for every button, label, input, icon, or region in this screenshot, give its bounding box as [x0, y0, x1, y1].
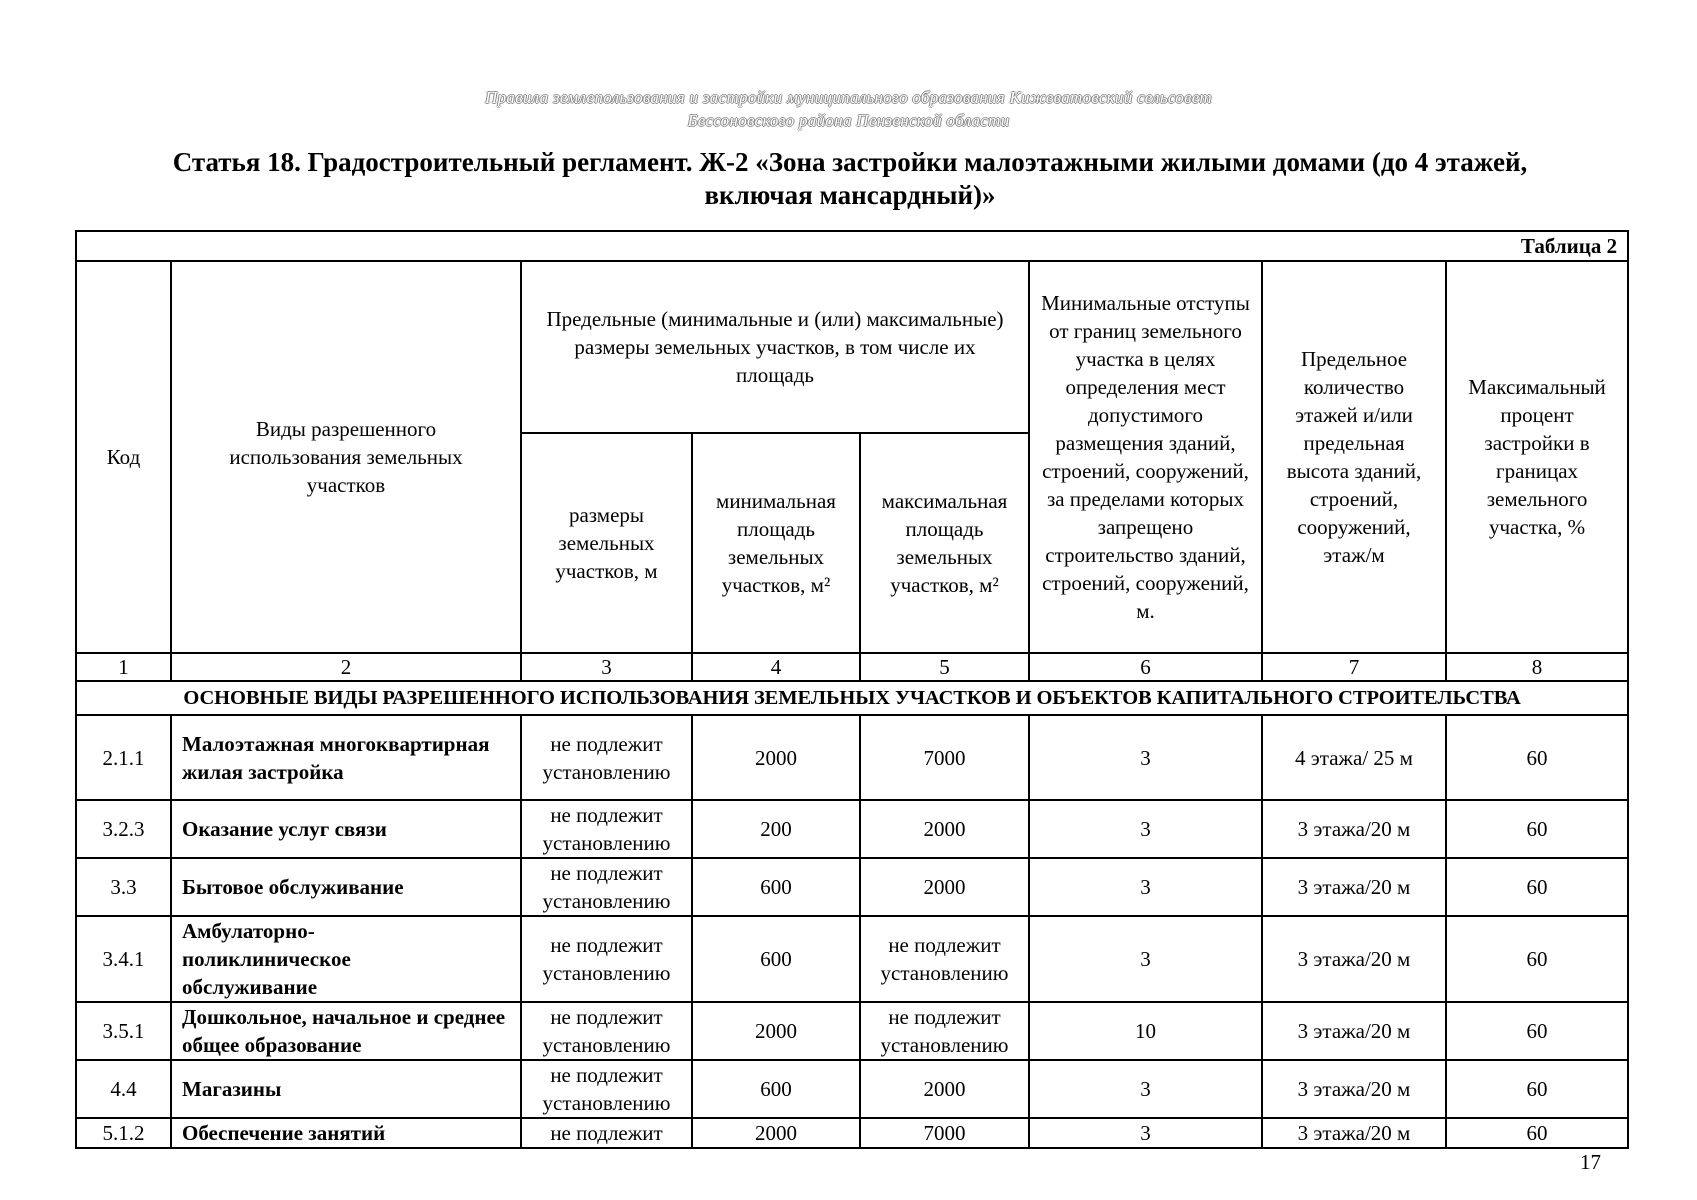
cell-floors: 3 этажа/20 м	[1262, 916, 1446, 1002]
header-plot-sizes: размеры земельных участков, м	[521, 433, 692, 653]
cell-code: 3.5.1	[76, 1002, 171, 1060]
cell-max-area: не подлежит установлению	[860, 916, 1029, 1002]
cell-coverage: 60	[1446, 858, 1628, 916]
page-title-line-1: Статья 18. Градостроительный регламент. Ж-2 «Зона застройки малоэтажными жилыми домами (до 4 этажей,	[172, 147, 1528, 177]
section-title: ОСНОВНЫЕ ВИДЫ РАЗРЕШЕННОГО ИСПОЛЬЗОВАНИЯ ЗЕМЕЛЬНЫХ УЧАСТКОВ И ОБЪЕКТОВ КАПИТАЛЬНОГО СТРОИТЕЛЬСТВА	[76, 681, 1628, 715]
table-caption: Таблица 2	[76, 231, 1628, 261]
cell-setback: 10	[1029, 1002, 1262, 1060]
cell-floors: 3 этажа/20 м	[1262, 1002, 1446, 1060]
cell-setback: 3	[1029, 800, 1262, 858]
header-plot-limits: Предельные (минимальные и (или) максимальные) размеры земельных участков, в том числе их площадь	[521, 261, 1029, 433]
column-number: 1	[76, 653, 171, 681]
cell-floors: 3 этажа/20 м	[1262, 1118, 1446, 1148]
cell-coverage: 60	[1446, 1002, 1628, 1060]
cell-coverage: 60	[1446, 800, 1628, 858]
running-header-line-1: Правила землепользования и застройки муниципального образования Кижеватовский сельсовет	[485, 88, 1212, 107]
cell-code: 3.2.3	[76, 800, 171, 858]
cell-setback: 3	[1029, 1060, 1262, 1118]
column-number-row	[76, 653, 1628, 681]
header-floors: Предельное количество этажей и/или предельная высота зданий, строений, сооружений, этаж/м	[1262, 261, 1446, 653]
table-row	[76, 916, 1628, 1002]
table-row	[76, 1118, 1628, 1148]
cell-plot-size: не подлежит	[521, 1118, 692, 1148]
cell-min-area: 2000	[692, 1118, 860, 1148]
cell-plot-size: не подлежит установлению	[521, 916, 692, 1002]
cell-plot-size: не подлежит установлению	[521, 1060, 692, 1118]
cell-plot-size: не подлежит установлению	[521, 800, 692, 858]
column-number: 3	[521, 653, 692, 681]
cell-max-area: не подлежит установлению	[860, 1002, 1029, 1060]
table-row	[76, 715, 1628, 800]
header-coverage: Максимальный процент застройки в границах земельного участка, %	[1446, 261, 1628, 653]
cell-name: Дошкольное, начальное и среднее общее образование	[171, 1002, 521, 1060]
cell-min-area: 600	[692, 858, 860, 916]
cell-name: Обеспечение занятий	[171, 1118, 521, 1148]
column-number: 6	[1029, 653, 1262, 681]
cell-max-area: 2000	[860, 800, 1029, 858]
page-number: 17	[1580, 1150, 1601, 1174]
cell-coverage: 60	[1446, 1118, 1628, 1148]
header-max-area: максимальная площадь земельных участков, м²	[860, 433, 1029, 653]
table-row	[76, 1060, 1628, 1118]
cell-code: 5.1.2	[76, 1118, 171, 1148]
page-title	[120, 146, 1580, 212]
cell-coverage: 60	[1446, 1060, 1628, 1118]
cell-min-area: 200	[692, 800, 860, 858]
cell-floors: 3 этажа/20 м	[1262, 1060, 1446, 1118]
header-min-area: минимальная площадь земельных участков, м²	[692, 433, 860, 653]
column-number: 8	[1446, 653, 1628, 681]
cell-min-area: 2000	[692, 1002, 860, 1060]
cell-name: Малоэтажная многоквартирная жилая застройка	[171, 715, 521, 800]
cell-max-area: 2000	[860, 858, 1029, 916]
cell-min-area: 2000	[692, 715, 860, 800]
running-header-line-2: Бессоновского района Пензенской области	[687, 111, 1010, 130]
cell-max-area: 7000	[860, 1118, 1029, 1148]
page-title-line-2: включая мансардный)»	[704, 180, 996, 210]
cell-min-area: 600	[692, 916, 860, 1002]
column-number: 5	[860, 653, 1029, 681]
cell-code: 4.4	[76, 1060, 171, 1118]
cell-code: 3.4.1	[76, 916, 171, 1002]
header-setbacks: Минимальные отступы от границ земельного участка в целях определения мест допустимого размещения зданий, строений, сооружений, за пределами которых запрещено строительство зданий, строений, сооружений, м.	[1029, 261, 1262, 653]
cell-floors: 4 этажа/ 25 м	[1262, 715, 1446, 800]
cell-name: Оказание услуг связи	[171, 800, 521, 858]
cell-setback: 3	[1029, 715, 1262, 800]
cell-plot-size: не подлежит установлению	[521, 1002, 692, 1060]
cell-coverage: 60	[1446, 916, 1628, 1002]
cell-max-area: 7000	[860, 715, 1029, 800]
cell-plot-size: не подлежит установлению	[521, 858, 692, 916]
cell-floors: 3 этажа/20 м	[1262, 800, 1446, 858]
cell-setback: 3	[1029, 1118, 1262, 1148]
table-row	[76, 858, 1628, 916]
header-code: Код	[76, 261, 171, 653]
cell-max-area: 2000	[860, 1060, 1029, 1118]
cell-floors: 3 этажа/20 м	[1262, 858, 1446, 916]
cell-code: 3.3	[76, 858, 171, 916]
column-number: 4	[692, 653, 860, 681]
cell-plot-size: не подлежит установлению	[521, 715, 692, 800]
table-row	[76, 800, 1628, 858]
regulation-table	[75, 230, 1629, 1149]
cell-code: 2.1.1	[76, 715, 171, 800]
column-number: 2	[171, 653, 521, 681]
cell-name: Магазины	[171, 1060, 521, 1118]
cell-coverage: 60	[1446, 715, 1628, 800]
cell-name: Амбулаторно-поликлиническое обслуживание	[171, 916, 521, 1002]
column-number: 7	[1262, 653, 1446, 681]
cell-setback: 3	[1029, 916, 1262, 1002]
cell-setback: 3	[1029, 858, 1262, 916]
table-row	[76, 1002, 1628, 1060]
header-use-type: Виды разрешенного использования земельных участков	[171, 261, 521, 653]
cell-name: Бытовое обслуживание	[171, 858, 521, 916]
cell-min-area: 600	[692, 1060, 860, 1118]
running-header	[0, 86, 1697, 132]
